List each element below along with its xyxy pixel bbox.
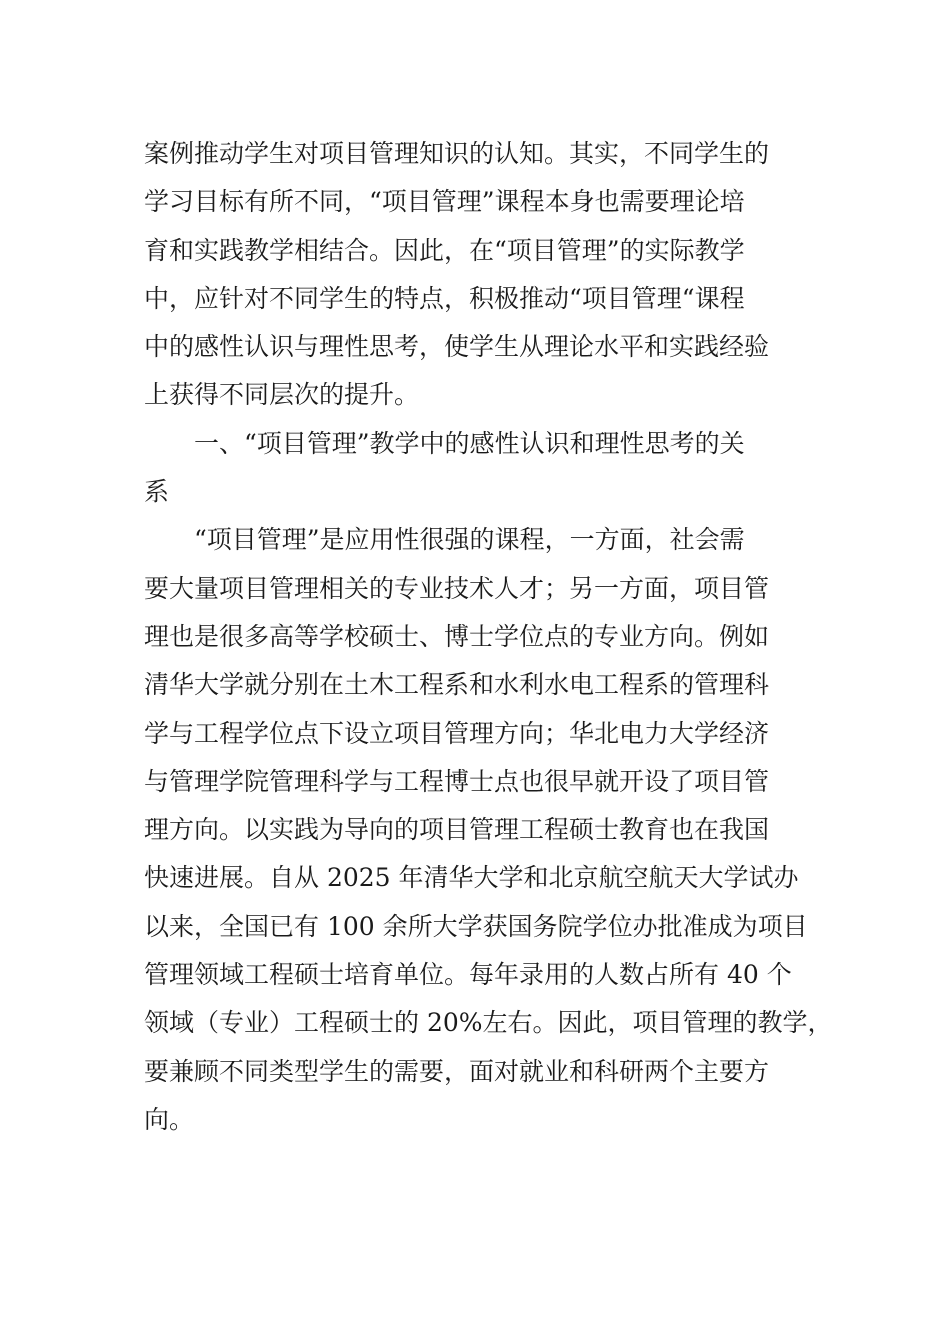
section-heading-line: 系 <box>144 477 170 507</box>
text-line: 管理领域工程硕士培育单位。每年录用的人数占所有 40 个 <box>144 960 792 990</box>
text-line: 向。 <box>144 1104 195 1134</box>
text-line: 案例推动学生对项目管理知识的认知。其实，不同学生的 <box>144 139 770 168</box>
text-line: 上获得不同层次的提升。 <box>144 380 420 410</box>
text-line: 与管理学院管理科学与工程博士点也很早就开设了项目管 <box>144 766 770 796</box>
text-line: 中，应针对不同学生的特点，积极推动“项目管理“课程 <box>144 283 745 313</box>
text-line: 理方向。以实践为导向的项目管理工程硕士教育也在我国 <box>144 815 770 845</box>
text-line: 中的感性认识与理性思考，使学生从理论水平和实践经验 <box>144 332 770 362</box>
text-line: 要大量项目管理相关的专业技术人才；另一方面，项目管 <box>144 573 770 603</box>
section-heading-line: 一、“项目管理”教学中的感性认识和理性思考的关 <box>194 428 745 458</box>
text-line: 领域（专业）工程硕士的 20%左右。因此，项目管理的教学， <box>144 1008 833 1038</box>
text-line: 学习目标有所不同，“项目管理”课程本身也需要理论培 <box>144 187 745 217</box>
text-line: 以来，全国已有 100 余所大学获国务院学位办批准成为项目 <box>144 911 808 941</box>
text-line: 快速进展。自从 2025 年清华大学和北京航空航天大学试办 <box>144 863 799 893</box>
text-line: “项目管理”是应用性很强的课程，一方面，社会需 <box>194 525 745 555</box>
body-text <box>144 130 833 1144</box>
text-line: 理也是很多高等学校硕士、博士学位点的专业方向。例如 <box>144 621 770 651</box>
text-line: 清华大学就分别在土木工程系和水利水电工程系的管理科 <box>144 670 770 700</box>
text-line: 要兼顾不同类型学生的需要，面对就业和科研两个主要方 <box>144 1056 770 1086</box>
text-line: 育和实践教学相结合。因此，在“项目管理”的实际教学 <box>144 235 745 265</box>
text-line: 学与工程学位点下设立项目管理方向；华北电力大学经济 <box>144 718 770 748</box>
